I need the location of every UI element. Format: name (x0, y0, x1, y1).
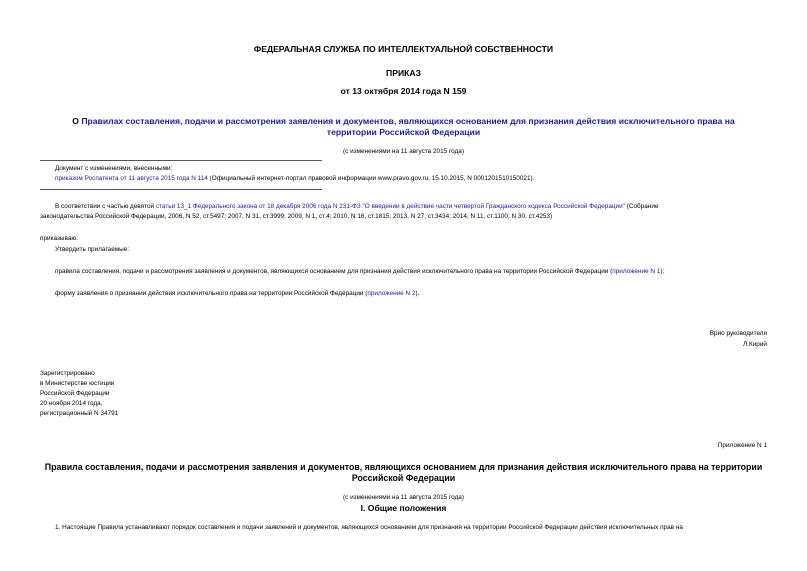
signature-role: Врио руководителя (709, 330, 767, 337)
appendix-2-link[interactable]: приложение N 2 (367, 290, 416, 297)
item-1-tail: ); (660, 268, 665, 275)
appendix-title-line1: Правила составления, подачи и рассмотрения заявления и документов, являющихся основанием для признания действия исключительного права на территории (44, 462, 763, 472)
appendix-title (0, 462, 807, 484)
item-1 (55, 268, 775, 276)
item-2-tail: ). (415, 290, 420, 297)
appendix-amended: (с изменениями на 11 августа 2015 года) (343, 494, 464, 501)
title-link-line2[interactable]: территории Российской Федерации (326, 127, 481, 137)
appendix-label: Приложение N 1 (717, 442, 767, 449)
approve-text: Утвердить прилагаемые: (55, 246, 130, 253)
registration-line: 20 ноября 2014 года, (40, 400, 103, 407)
section-heading: I. Общие положения (360, 503, 447, 513)
preamble-line2: законодательства Российской Федерации, 2006, N 52, ст.5497; 2007, N 31, ст.3999; 2009, N 1, ст.4; 2010, N 16, ст.1815; 2013, N 27, ст.3434; 2014, N 11, ст.1100; N 30, ст.4253) (40, 213, 553, 220)
signature-name: Л.Кирий (743, 341, 767, 348)
item-2 (55, 290, 775, 298)
registration-line: Зарегистрировано (40, 370, 95, 377)
order-word: приказываю: (40, 235, 78, 242)
appendix-title-line2: Российской Федерации (351, 473, 456, 483)
changes-line1: Документ с изменениями, внесенными: (55, 165, 173, 172)
doc-title (0, 116, 807, 138)
item-1-text: правила составления, подачи и рассмотрения заявления и документов, являющихся основанием для признания действия исключительного права на территории Российской Федерации ( (55, 268, 613, 275)
agency-title: ФЕДЕРАЛЬНАЯ СЛУЖБА ПО ИНТЕЛЛЕКТУАЛЬНОЙ СОБСТВЕННОСТИ (253, 44, 554, 54)
preamble-line1 (55, 203, 765, 211)
registration-line: регистрационный N 34791 (40, 410, 119, 417)
paragraph-1: 1. Настоящие Правила устанавливают порядок составления и подачи заявлений и документов, являющихся основанием для признания на территории Российской Федерации действия исключительных прав на (55, 524, 683, 531)
preamble-law-link[interactable]: статьи 13_1 Федерального закона от 18 декабря 2006 года N 231-ФЗ "О введении в действие части четвертой Гражданского кодекса Российской Федерации" (155, 203, 625, 210)
preamble-intro: В соответствии с частью девятой (55, 203, 156, 210)
appendix-1-link[interactable]: приложение N 1 (612, 268, 661, 275)
doc-type: ПРИКАЗ (386, 68, 421, 78)
changes-link[interactable]: приказом Роспатента от 11 августа 2015 года N 114 (55, 175, 208, 182)
changes-rest: (Официальный интернет-портал правовой информации www.pravo.gov.ru, 15.10.2015, N 0001201510150021). (207, 175, 535, 182)
changes-rule-bottom (40, 189, 322, 190)
doc-date: от 13 октября 2014 года N 159 (340, 86, 467, 96)
changes-rule-top (40, 160, 322, 161)
preamble-tail: (Собрание (624, 203, 659, 210)
registration-line: Российской Федерации (40, 390, 110, 397)
title-link[interactable]: Правилах составления, подачи и рассмотрения заявления и документов, являющихся основанием для признания действия исключительного права на (81, 116, 735, 126)
item-2-text: форму заявления о признании действия исключительного права на территории Российской Федерации ( (55, 290, 368, 297)
title-prefix: О (72, 116, 82, 126)
registration-line: в Министерстве юстиции (40, 380, 115, 387)
amended-note: (с изменениями на 11 августа 2015 года) (343, 148, 464, 155)
changes-line2 (55, 175, 775, 183)
